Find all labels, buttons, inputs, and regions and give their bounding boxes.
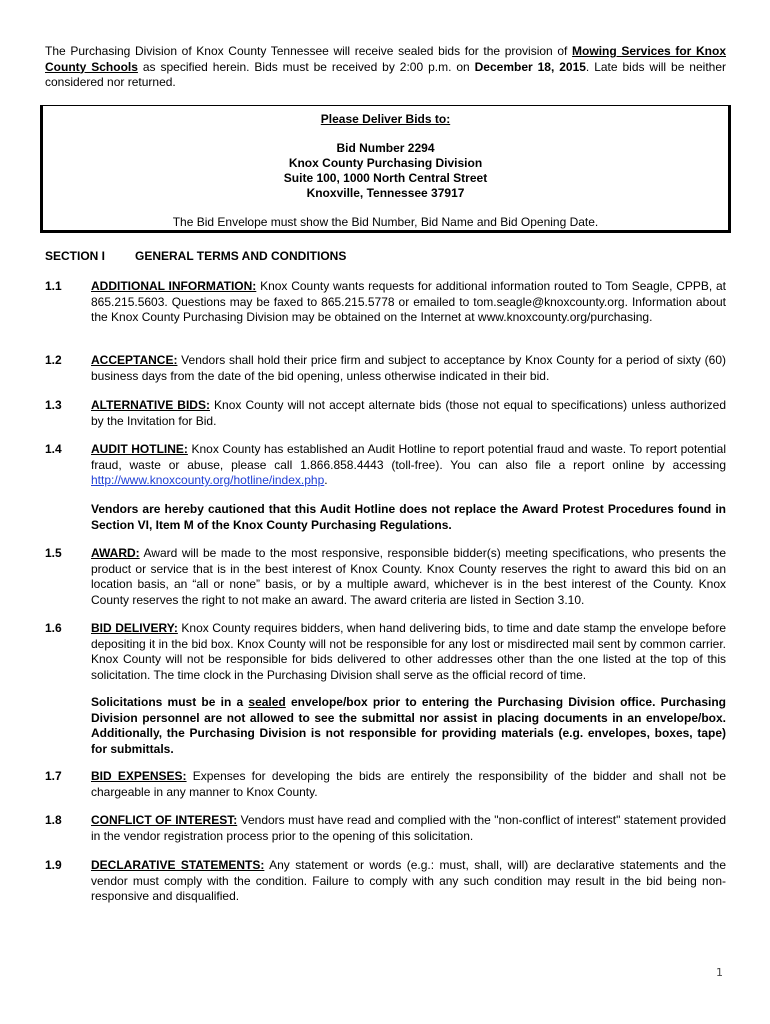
clause-label: CONFLICT OF INTEREST: — [91, 813, 238, 827]
clause-number: 1.9 — [45, 858, 62, 872]
street-address: Suite 100, 1000 North Central Street — [283, 171, 488, 185]
clause-text: Knox County requires bidders, when hand delivering bids, to time and date stamp the envelope before depositing it in the bid box. Knox County will not be responsible for any lost or misdirected mail sent by common carrier. Knox County will not be responsible for bids delivered to other addresses other than the one listed at the top of this solicitation. The time clock in the Purchasing Division shall serve as the official record of time. — [91, 621, 726, 682]
clause-text-end: . — [324, 473, 328, 487]
section-title: GENERAL TERMS AND CONDITIONS — [135, 249, 347, 263]
intro-text-1: The Purchasing Division of Knox County Tennessee will receive sealed bids for the provision of — [45, 44, 573, 58]
audit-hotline-caution: Vendors are hereby cautioned that this Audit Hotline does not replace the Award Protest Procedures found in Section VI, Item M of the Knox County Purchasing Regulations. — [91, 502, 726, 532]
delivery-heading: Please Deliver Bids to: — [320, 112, 451, 126]
delivery-box — [40, 105, 731, 233]
clause-label: DECLARATIVE STATEMENTS: — [91, 858, 265, 872]
sealed-word: sealed — [248, 695, 286, 709]
clause-label: AUDIT HOTLINE: — [91, 442, 188, 456]
clause-label: BID EXPENSES: — [91, 769, 187, 783]
audit-hotline-link[interactable]: http://www.knoxcounty.org/hotline/index.php — [91, 473, 325, 487]
section-heading — [45, 249, 347, 263]
division-name: Knox County Purchasing Division — [288, 156, 483, 170]
clause-text: Knox County has established an Audit Hotline to report potential fraud and waste. To report potential fraud, waste or abuse, please call 1.866.858.4443 (toll-free). You can also file a report online by accessing — [91, 442, 726, 472]
caution-text-1: Solicitations must be in a — [91, 695, 249, 709]
bid-subject: Mowing Services for Knox County Schools — [45, 44, 726, 74]
clause-text: Knox County will not accept alternate bids (those not equal to specifications) unless authorized by the Invitation for Bid. — [91, 398, 727, 428]
clause-number: 1.8 — [45, 813, 62, 827]
clause-label: ADDITIONAL INFORMATION: — [91, 279, 257, 293]
clause-text: Award will be made to the most responsive, responsible bidder(s) meeting specifications, who presents the product or service that is in the best interest of Knox County. Knox County reserves the right to award this bid on an location basis, an “all or none” basis, or by a multiple award, whichever is in the best interest of the County. Knox County reserves the right to not make an award. The award criteria are listed in Section 3.10. — [91, 546, 726, 607]
bid-number: Bid Number 2294 — [336, 141, 435, 155]
clause-1-4 — [45, 442, 726, 489]
clause-1-9 — [45, 858, 726, 905]
clause-number: 1.5 — [45, 546, 62, 560]
clause-number: 1.6 — [45, 621, 62, 635]
clause-1-2 — [45, 353, 726, 384]
envelope-note: The Bid Envelope must show the Bid Number, Bid Name and Bid Opening Date. — [172, 215, 599, 229]
clause-number: 1.3 — [45, 398, 62, 412]
clause-label: BID DELIVERY: — [91, 621, 178, 635]
clause-label: ACCEPTANCE: — [91, 353, 178, 367]
page-number: 1 — [716, 966, 723, 979]
solicitation-caution — [91, 695, 726, 757]
clause-number: 1.2 — [45, 353, 62, 367]
intro-text-2: as specified herein. Bids must be received by 2:00 p.m. on — [137, 59, 475, 74]
clause-number: 1.7 — [45, 769, 62, 783]
clause-label: AWARD: — [91, 546, 140, 560]
clause-1-7 — [45, 769, 726, 800]
clause-1-3 — [45, 398, 726, 429]
clause-text: Vendors shall hold their price firm and subject to acceptance by Knox County for a period of sixty (60) business days from the date of the bid opening, unless otherwise indicated in their bid. — [91, 353, 726, 383]
caution-text-2: envelope/box prior to entering the Purchasing Division office. Purchasing Division personnel are not allowed to see the submittal nor assist in placing documents in an envelope/box. Additionally, the Purchasing Division is not responsible for providing materials (e.g. envelopes, boxes, tape) for submittals. — [91, 695, 726, 756]
clause-text: Vendors must have read and complied with the "non-conflict of interest" statement provided in the vendor registration process prior to the opening of this solicitation. — [91, 813, 726, 843]
clause-text: Expenses for developing the bids are entirely the responsibility of the bidder and shall not be chargeable in any manner to Knox County. — [91, 769, 726, 799]
bid-due-date: December 18, 2015 — [474, 59, 586, 74]
clause-number: 1.1 — [45, 279, 62, 293]
clause-text: Knox County wants requests for additional information routed to Tom Seagle, CPPB, at 865.215.5603. Questions may be faxed to 865.215.5778 or emailed to tom.seagle@knoxcounty.org. Information about the Knox County Purchasing Division may be obtained on the Internet at www.knoxcounty.org/purchasing. — [91, 279, 726, 324]
section-number: SECTION I — [45, 249, 106, 263]
clause-1-8 — [45, 813, 726, 844]
intro-paragraph — [45, 44, 726, 91]
clause-text: Any statement or words (e.g.: must, shall, will) are declarative statements and the vendor must comply with the condition. Failure to comply with any such condition may result in the bid being non-responsive and disqualified. — [91, 858, 727, 903]
city-state-zip: Knoxville, Tennessee 37917 — [306, 186, 465, 200]
intro-text-3: . Late bids will be neither considered nor returned. — [45, 59, 726, 89]
clause-number: 1.4 — [45, 442, 62, 456]
clause-label: ALTERNATIVE BIDS: — [91, 398, 210, 412]
clause-1-5 — [45, 546, 726, 608]
clause-1-1 — [45, 279, 726, 326]
clause-1-6 — [45, 621, 726, 683]
